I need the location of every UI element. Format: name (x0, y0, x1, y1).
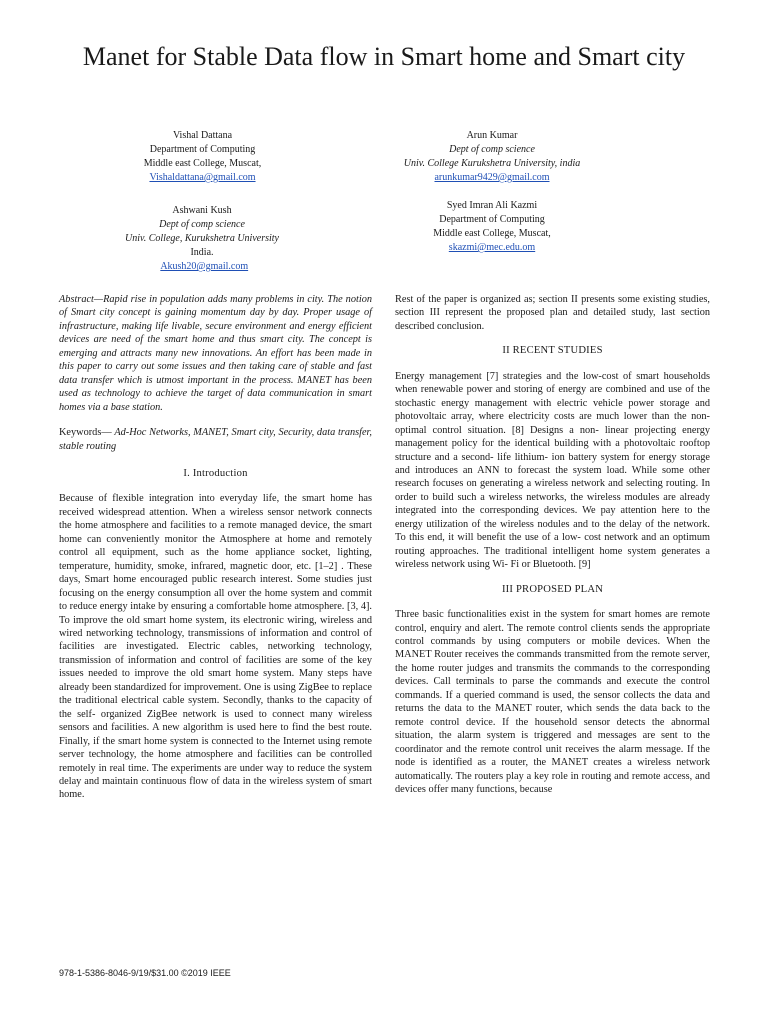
copyright-footer: 978-1-5386-8046-9/19/$31.00 ©2019 IEEE (59, 968, 231, 978)
author-email-link[interactable]: skazmi@mec.edu.om (448, 242, 536, 253)
organization-paragraph: Rest of the paper is organized as; section II presents some existing studies, section III represent the proposed plan and detailed study, last section described conclusion. (395, 294, 710, 332)
keywords (59, 426, 372, 453)
keywords-text: Ad-Hoc Networks, MANET, Smart city, Security, data transfer, stable routing (59, 427, 372, 452)
author-email-link[interactable]: Akush20@gmail.com (160, 261, 249, 272)
author-block-4 (387, 199, 597, 255)
author-affiliation: Dept of comp science (449, 144, 535, 155)
author-name: Vishal Dattana (172, 130, 233, 141)
author-name: Arun Kumar (466, 130, 518, 141)
left-column (59, 293, 372, 802)
proposed-plan-paragraph: Three basic functionalities exist in the system for smart homes are remote control, enquiry and alert. The remote control clients sends the appropriate control commands by using computers or mobile devices. When the MANET Router receives the commands transmitted from the remote server, the home router judges and transmits the commands to the corresponding devices. Call terminals to parse the commands and execute the control commands. If a queried command is used, the sensor collects the data and returns the data to the MANET router, which sends the data back to the remote control device. If the household sensor detects the abnormal situation, the alarm system is triggered and messages are sent to the coordinator and the remote control unit receives the alarm message. If the node is identified as a router, the MANET creates a wireless network automatically. The routers play a key role in routing and remote access, and devices offer many functions, because (395, 609, 710, 795)
author-affiliation: Department of Computing (439, 214, 545, 225)
author-location-email (92, 246, 312, 274)
abstract-label: Abstract— (59, 294, 104, 305)
author-location: India. (190, 247, 214, 258)
right-column (395, 293, 710, 796)
author-email-link[interactable]: arunkumar9429@gmail.com (434, 172, 550, 183)
author-institution: Middle east College, Muscat, (143, 158, 262, 169)
author-block-3 (92, 204, 312, 274)
paper-title: Manet for Stable Data flow in Smart home and Smart city (82, 42, 686, 71)
recent-studies-paragraph: Energy management [7] strategies and the low-cost of smart households when renewable power and storing of energy are combined and use of the stochastic energy management with electric vehicle power storage and photovoltaic array, where electricity costs are much lower than the non- optimal control situation. [8] Designs a non- linear projecting energy management policy for the identical building with a photovoltaic rooftop structure and a second- life lithium- ion battery system for energy storage and introduces an ANN to forecast the system load. While some other research focuses on generating a wireless network and selecting routing. In order to build such a wireless networks, the wireless modules are already integrated into the corresponding devices. We pay attention here to the energy utilization of the wireless nodules and to the delay of the network. To this end, it will benefit the use of a low- cost network and an optimum routing approaches. The traditional intelligent home system generates a wireless network using Wi- Fi or Bluetooth. [9] (395, 370, 710, 571)
section-heading-recent-studies: II RECENT STUDIES (502, 345, 603, 357)
author-name: Ashwani Kush (172, 205, 232, 216)
introduction-paragraph: Because of flexible integration into everyday life, the smart home has received widespread attention. When a wireless sensor network connects the home atmosphere and facilities to a remote managed device, the smart home can conveniently monitor the Atmosphere at home and remotely control all equipment, such as the home appliance socket, lighting, temperature, humidity, smoke, infrared, magnetic door, etc. [1–2] . These days, Smart home encouraged public research interest. Some studies just focusing on the energy consumption all over the home system and commit to reduce energy intake by ensuring a comfortable home atmosphere. [3, 4]. To improve the old smart home system, its electronic wiring, wireless and wired networking technology, transmissions of information and control of facilities are investigated. Electric cables, networking technology, transmission of information and control of facilities are some of the key issues needed to improve the old smart home system. Many steps have already been standardized for improvement. One is using ZigBee to replace the traditional electrical cable system. Secondly, thanks to the capacity of the self- organized ZigBee network is used to connect many wireless sensors and facilities. A new algorithm is used here to find the best route. Finally, if the smart home system is connected to the Internet using remote server technology, the home atmosphere and facilities can be controlled remotely in real time. The experiments are under way to reduce the system delay and maintain continuous flow of data in the wireless system of smart home. (59, 493, 372, 801)
keywords-label: Keywords— (59, 427, 115, 439)
author-institution: Middle east College, Muscat, (433, 228, 551, 239)
abstract (59, 293, 372, 414)
author-affiliation: Dept of comp science (159, 219, 245, 230)
author-affiliation: Department of Computing (149, 144, 256, 155)
section-heading-proposed-plan: III PROPOSED PLAN (501, 583, 604, 595)
author-name: Syed Imran Ali Kazmi (446, 200, 538, 211)
author-institution: Univ. College, Kurukshetra University (125, 233, 279, 244)
abstract-text: Rapid rise in population adds many problems in city. The notion of Smart city concept is gaining momentum day by day. Proper usage of infrastructure, making life livable, secure environment and energy efficient devices are need of the smart home and thus smart city. The concept is emerging and attracts many new innovations. An effort has been made in this paper to carry out some issues and then taking care of stable and fast data transfer which is utmost important in the process. MANET has been used as technology to achieve the target of data communication in smart homes via a base station. (59, 294, 372, 413)
author-email-link[interactable]: Vishaldattana@gmail.com (149, 172, 256, 183)
author-block-1 (100, 129, 305, 185)
author-institution: Univ. College Kurukshetra University, india (403, 158, 581, 169)
author-block-2 (372, 129, 612, 185)
section-heading-introduction: I. Introduction (183, 467, 248, 479)
